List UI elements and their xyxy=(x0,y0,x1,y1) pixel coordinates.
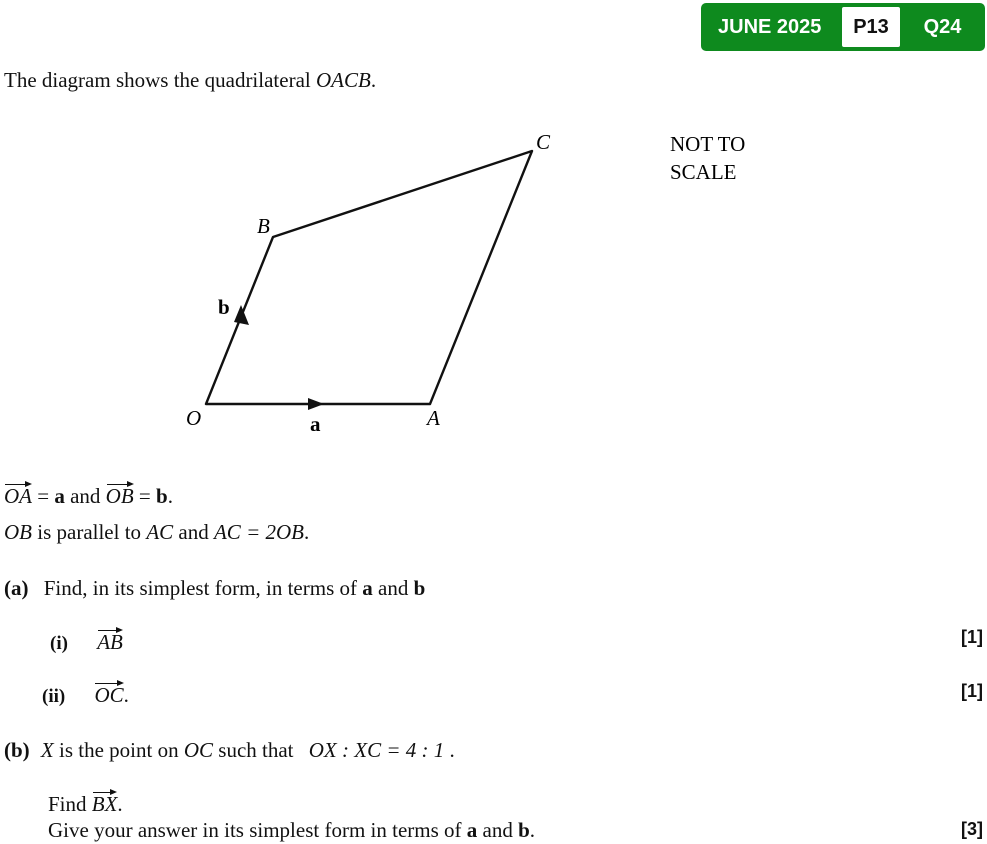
part-b-line: (b) X is the point on OC such that OX : XC = 4 : 1 . xyxy=(4,738,455,762)
part-a-label: (a) xyxy=(4,576,29,600)
label-a: A xyxy=(427,406,440,430)
intro-shape: OACB xyxy=(315,68,371,92)
part-a-i xyxy=(50,630,123,655)
vector-bx: BX xyxy=(92,792,118,817)
label-o: O xyxy=(186,406,202,430)
arrow-a-icon xyxy=(308,398,324,410)
part-a-i-label: (i) xyxy=(50,633,68,654)
part-a-ii-label: (ii) xyxy=(42,686,66,707)
marks-b: [3] xyxy=(961,819,983,839)
label-b: B xyxy=(257,214,270,238)
label-c: C xyxy=(536,130,551,154)
vector-label-a: a xyxy=(310,412,321,436)
part-b-find: Find BX. xyxy=(48,792,123,817)
part-a-ii: (ii) OC. xyxy=(42,683,129,708)
question-number: Q24 xyxy=(923,15,962,38)
intro-end: . xyxy=(370,68,377,92)
vector-label-b: b xyxy=(218,295,230,319)
intro-text: The diagram shows the quadrilateral xyxy=(4,68,316,92)
not-to-scale-1: NOT TO xyxy=(670,132,746,156)
vector-oa: OA xyxy=(4,484,32,509)
marks-a-ii: [1] xyxy=(961,681,983,701)
quadrilateral-outline xyxy=(206,151,532,404)
paper-number: P13 xyxy=(842,7,900,47)
marks-a-i: [1] xyxy=(961,627,983,647)
exam-date: JUNE 2025 xyxy=(718,15,822,38)
quadrilateral-diagram xyxy=(0,0,760,450)
given-vectors-line: OA = a and OB = b. xyxy=(4,484,173,509)
part-b-instruction: Give your answer in its simplest form in terms of a and b. xyxy=(48,818,536,842)
arrow-b-icon xyxy=(234,305,249,325)
not-to-scale-2: SCALE xyxy=(670,160,737,184)
part-a-heading: (a) Find, in its simplest form, in terms of a and b xyxy=(4,576,426,600)
vector-ab: AB xyxy=(97,630,123,655)
part-b-label: (b) xyxy=(4,738,30,762)
vector-ob: OB xyxy=(106,484,134,509)
parallel-line: OB is parallel to AC and AC = 2OB. xyxy=(4,520,310,544)
vector-oc: OC xyxy=(94,683,123,708)
